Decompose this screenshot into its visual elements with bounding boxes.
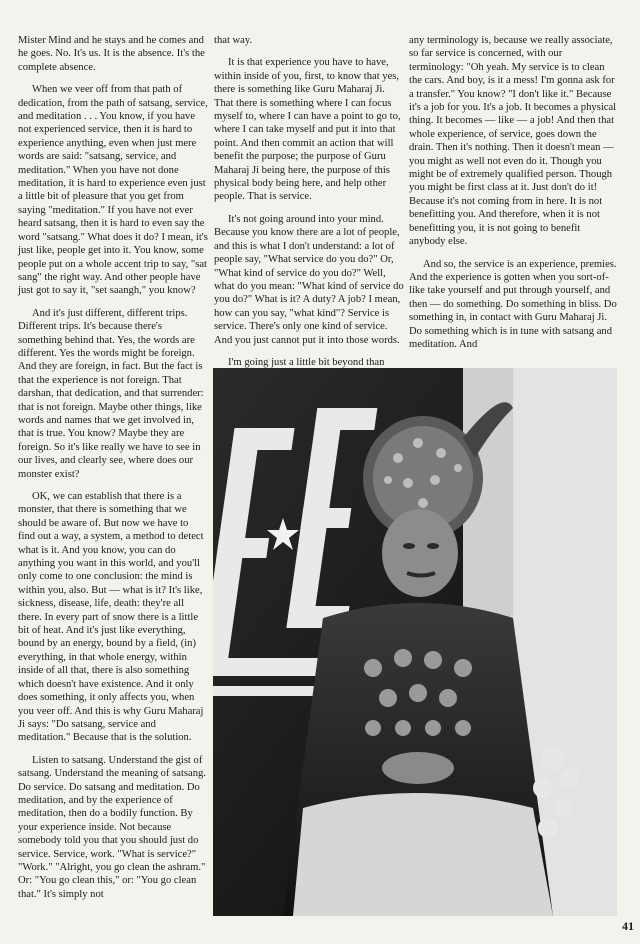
paragraph: I'm going just a little bit beyond than [228,356,385,368]
paragraph: And so, the service is an experience, premies. And the experience is gotten when you sort-of-like take yourself and put through yourself, and then — do something. Do something in bliss. Do something in, in contact with Guru Maharaj Ji. Do something which is in tune with satsang and meditation. And [409,258,617,350]
portrait-illustration [213,368,617,916]
text-column-2 [214,34,404,378]
paragraph: When we veer off from that path of dedication, from the path of satsang, service, and meditation . . . You know, if you have not experienced service, then it is hard to experience anything, even when just mere words are said: "satsang, service, and meditation." When you have not done meditation, it is hard to experience even just a little bit of pleasure that you get from saying "meditation." If you have not ever heard satsang, then it is hard to even say the word "satsang." What does it do? I mean, it's just like, people get into it. You know, some people put on a whole accent trip to say, "sat sang" the right way. And other people have just got to say it, "set saangh," you know? [18,84,208,297]
text-column-3 [409,34,619,360]
paragraph: any terminology is, because we really associate, so far service is concerned, with our terminology: "Oh yeah. My service is to clean the cars. And boy, is it a mess! I'm gonna ask for a transfer." You know? "I don't like it." Because it's a job for you. It's a job. It becomes a physical thing. It becomes — like — a job! And then that whole experience, of service, goes down the drain. Then it's nothing. Then it doesn't mean — you might as well not even do it. Though you might be of extremely qualified person. Though you might be first class at it. Just don't do it! Because it's not coming from in here. It is not benefitting you. And therefore, when it is not benefitting you, it is not going to benefit anybody else. [409,35,617,248]
portrait-photo [213,368,617,916]
paragraph: It's not going around into your mind. Because you know there are a lot of people, and this is what I don't understand: a lot of people say, "What service do you do?" Or, "What kind of service do you do?" Well, what do you mean: "What kind of service do you do?" What is it? A duty? A job? I mean, how can you say, "what kind"? Service is service. There's only one kind of service. And you just cannot put it into those words. [214,213,404,346]
text-column-1 [18,34,208,910]
paragraph: that way. [214,35,253,46]
paragraph: It is that experience you have to have, within inside of you, first, to know that yes, there is something like Guru Maharaj Ji. That there is something where I can focus myself to, where I can have a point to go to, where I can take myself and put it into that point. And then commit an action that will benefit the purpose; the purpose of Guru Maharaj Ji being here, the purpose of this physical body being here, and help other people. That is service. [214,57,401,203]
paragraph: Mister Mind and he stays and he comes and he goes. No. It's us. It is the absence. It's the complete absence. [18,35,205,73]
paragraph: OK, we can establish that there is a monster, that there is something that we should be aware of. But now we have to find out a way, a system, a method to detect what is it. And you know, you can do anything you want in this world, and you'll only come to one conclusion: the mind is within you, also. But — what is it? It's like, sickness, disease, life, death: they're all there. In every part of snow there is a little bit of heat. And it's just like everything, bound by an energy, bound by a field, (in) everything, in that whole energy, within inside of all that, there is also something which doesn't have existence. And it only does something, it only affects you, when you veer off. And this is why Guru Maharaj Ji says: "Do satsang, service and meditation." Because that is the solution. [18,491,204,744]
paragraph: And it's just different, different trips. Different trips. It's because there's something behind that. Yes, the words are different. Yes the words might be foreign. And they are foreign, in fact. But the fact is that the experience is not foreign. That darshan, that dedication, and that surrender: that is not foreign. Maybe other things, like words and names that we get involved in, that is true. You know? Maybe they are foreign. So it's like really we have to see in our lives, and clearly see, where does our monster exist? [18,307,204,480]
page-number: 41 [622,919,634,933]
paragraph: Listen to satsang. Understand the gist of satsang. Understand the meaning of satsang. Do service. Do satsang and meditation. Do meditation, and by the experience of meditation, then do a bodily function. By your experience inside. Not because somebody told you that you should just do service. Service, work. "What is service?" "Work." "Alright, you go clean the ashram." Or: "You go clean this," or: "You go clean that." It's simply not [18,754,206,900]
